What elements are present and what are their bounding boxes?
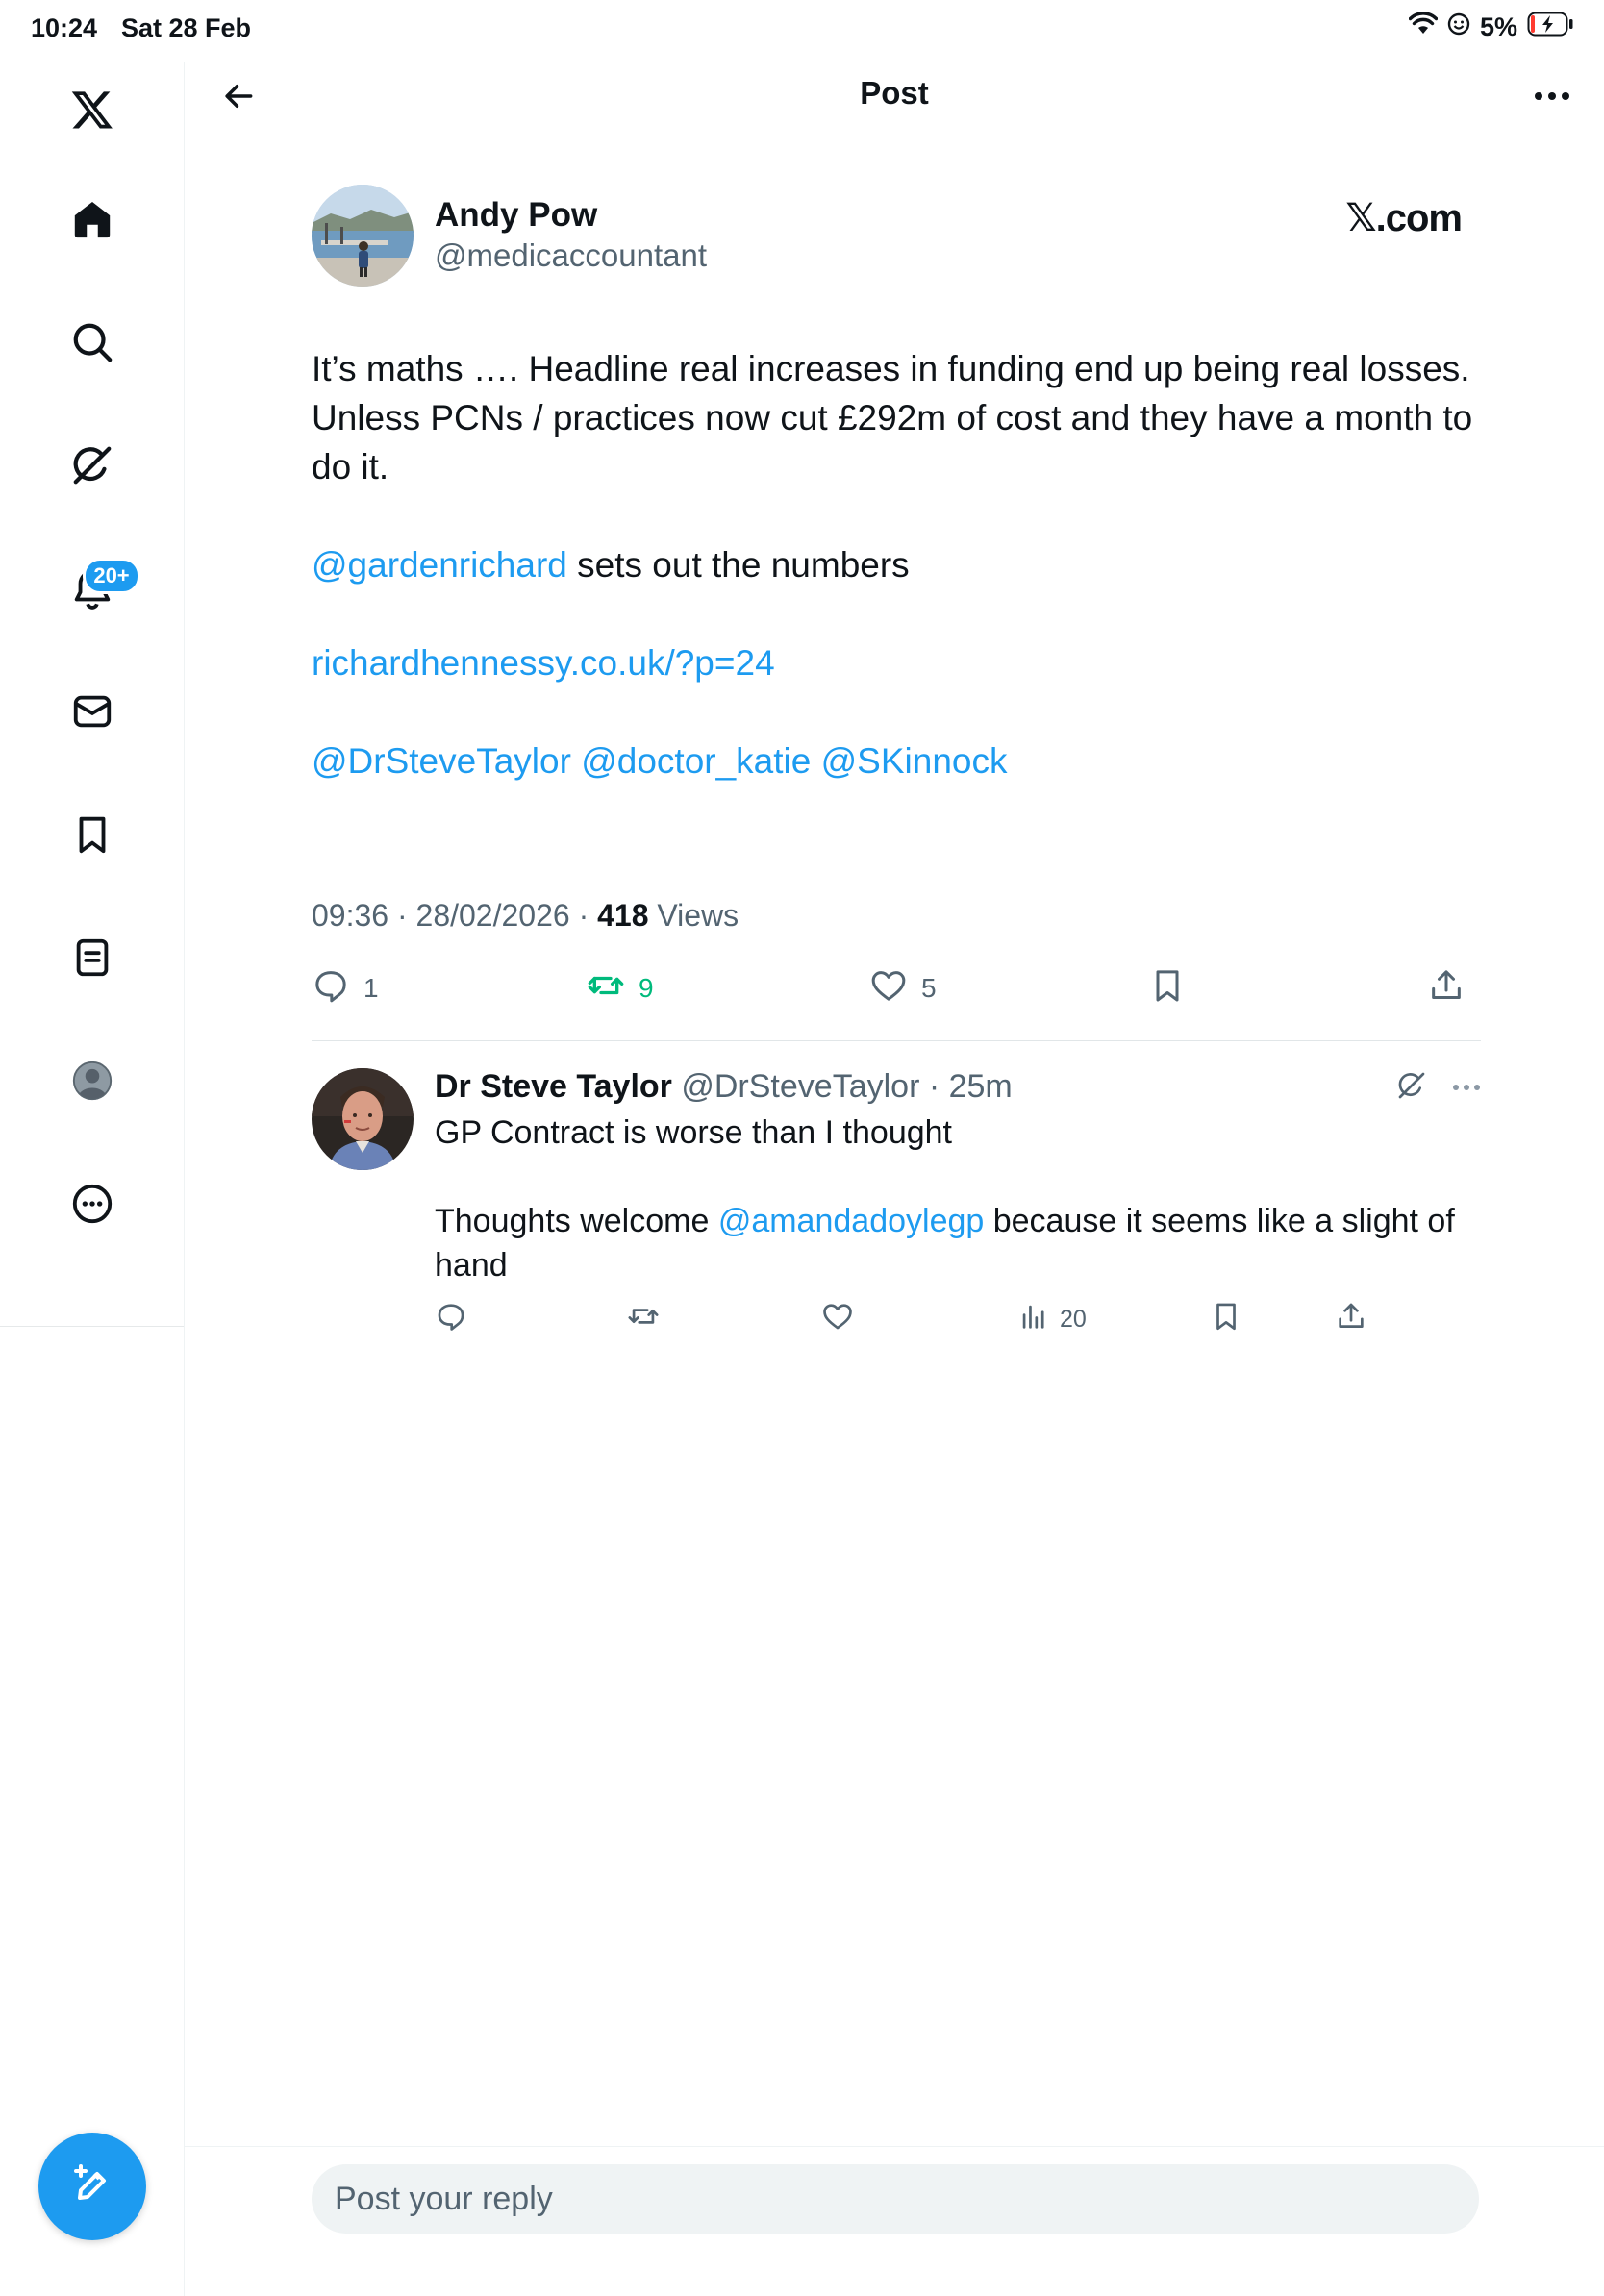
share-icon bbox=[1335, 1300, 1367, 1339]
reply-actions bbox=[435, 1295, 1377, 1343]
reply-button[interactable] bbox=[435, 1295, 467, 1343]
mention-link[interactable]: @gardenrichard bbox=[312, 545, 567, 585]
repost-button[interactable] bbox=[587, 960, 654, 1017]
more-horizontal-icon bbox=[1533, 89, 1571, 107]
more-horizontal-icon[interactable] bbox=[1452, 1080, 1481, 1097]
source-logo: 𝕏.com bbox=[1345, 197, 1462, 239]
mention-link[interactable]: @DrSteveTaylor bbox=[312, 741, 571, 781]
main-column bbox=[185, 62, 1604, 2296]
compose-post-button[interactable] bbox=[38, 2133, 146, 2240]
reply-header-actions bbox=[1396, 1070, 1481, 1106]
reply-author-handle[interactable]: @DrSteveTaylor · 25m bbox=[671, 1068, 1013, 1105]
battery-charging-icon bbox=[1527, 12, 1575, 43]
reply-text bbox=[435, 1111, 1481, 1287]
heart-icon bbox=[869, 966, 908, 1011]
post-paragraph: It’s maths …. Headline real increases in funding end up being real losses. Unless PCNs / practices now cut £292m of cost and they have a month to do it. bbox=[312, 349, 1473, 487]
avatar[interactable] bbox=[312, 185, 414, 287]
status-date: Sat 28 Feb bbox=[121, 13, 252, 42]
search-icon[interactable] bbox=[58, 308, 127, 377]
share-button[interactable] bbox=[1427, 960, 1466, 1017]
focus-smile-icon bbox=[1447, 12, 1470, 42]
grok-icon[interactable] bbox=[1396, 1070, 1427, 1106]
bookmark-button[interactable] bbox=[1210, 1295, 1242, 1343]
reply-icon bbox=[435, 1300, 467, 1339]
page-title: Post bbox=[860, 75, 929, 111]
wifi-icon bbox=[1409, 12, 1438, 42]
reply-paragraph bbox=[435, 1199, 1481, 1287]
share-button[interactable] bbox=[1335, 1295, 1367, 1343]
reply-composer bbox=[185, 2146, 1604, 2296]
mention-link[interactable]: @amandadoylegp bbox=[717, 1203, 985, 1239]
post-actions bbox=[312, 960, 1481, 1017]
repost-icon bbox=[627, 1300, 660, 1339]
repost-icon bbox=[587, 966, 625, 1011]
author-name[interactable]: Andy Pow bbox=[435, 196, 598, 234]
reply-views-count: 20 bbox=[1060, 1305, 1087, 1333]
profile-icon[interactable] bbox=[58, 1046, 127, 1115]
share-icon bbox=[1427, 966, 1466, 1011]
reply-paragraph: GP Contract is worse than I thought bbox=[435, 1114, 952, 1151]
post-text-fragment: sets out the numbers bbox=[566, 545, 910, 585]
home-icon[interactable] bbox=[58, 185, 127, 254]
analytics-icon bbox=[1017, 1300, 1050, 1339]
post-paragraph bbox=[312, 736, 1481, 786]
like-button[interactable] bbox=[869, 960, 937, 1017]
post-paragraph bbox=[312, 638, 1481, 687]
status-indicators bbox=[1409, 12, 1575, 43]
bookmark-icon bbox=[1210, 1300, 1242, 1339]
grok-icon[interactable] bbox=[58, 431, 127, 500]
reply-button[interactable] bbox=[312, 960, 379, 1017]
like-button[interactable] bbox=[821, 1295, 854, 1343]
bookmarks-icon[interactable] bbox=[58, 800, 127, 869]
reply-header bbox=[435, 1068, 1013, 1106]
post-divider bbox=[312, 1040, 1481, 1041]
reply-text-fragment: because it seems like a slight of hand bbox=[435, 1203, 1455, 1284]
more-icon[interactable] bbox=[58, 1169, 127, 1238]
notification-badge: 20+ bbox=[83, 558, 140, 594]
bookmark-button[interactable] bbox=[1148, 960, 1187, 1017]
like-count: 5 bbox=[921, 973, 937, 1003]
post-paragraph bbox=[312, 540, 1481, 589]
post-timestamp[interactable]: 09:36 · 28/02/2026 · bbox=[312, 898, 598, 933]
battery-level: 5% bbox=[1479, 12, 1517, 41]
messages-icon[interactable] bbox=[58, 677, 127, 746]
url-link[interactable]: richardhennessy.co.uk/?p=24 bbox=[312, 643, 775, 683]
post-meta bbox=[312, 898, 739, 934]
compose-post-icon bbox=[69, 2161, 115, 2212]
reply-text-fragment: Thoughts welcome bbox=[435, 1203, 718, 1239]
bookmark-icon bbox=[1148, 966, 1187, 1011]
sidebar bbox=[0, 62, 185, 2296]
views-button[interactable] bbox=[1017, 1295, 1087, 1343]
repost-count: 9 bbox=[639, 973, 654, 1003]
reply-count: 1 bbox=[363, 973, 379, 1003]
reply-author-name[interactable]: Dr Steve Taylor bbox=[435, 1068, 672, 1105]
avatar[interactable] bbox=[312, 1068, 414, 1170]
reply-icon bbox=[312, 966, 350, 1011]
reply-input[interactable] bbox=[312, 2164, 1479, 2234]
repost-button[interactable] bbox=[627, 1295, 660, 1343]
heart-icon bbox=[821, 1300, 854, 1339]
x-logo-icon[interactable] bbox=[58, 75, 127, 144]
mention-link[interactable]: @doctor_katie bbox=[581, 741, 812, 781]
header bbox=[185, 62, 1604, 129]
post-text bbox=[312, 344, 1481, 786]
author-handle[interactable]: @medicaccountant bbox=[435, 237, 707, 273]
lists-icon[interactable] bbox=[58, 923, 127, 992]
status-bar bbox=[0, 0, 1604, 62]
views-label: Views bbox=[648, 898, 739, 933]
more-options-button[interactable] bbox=[1525, 73, 1579, 123]
views-count: 418 bbox=[597, 898, 649, 933]
status-time: 10:24 bbox=[31, 13, 98, 42]
mention-link[interactable]: @SKinnock bbox=[820, 741, 1008, 781]
sidebar-divider bbox=[0, 1326, 184, 1327]
